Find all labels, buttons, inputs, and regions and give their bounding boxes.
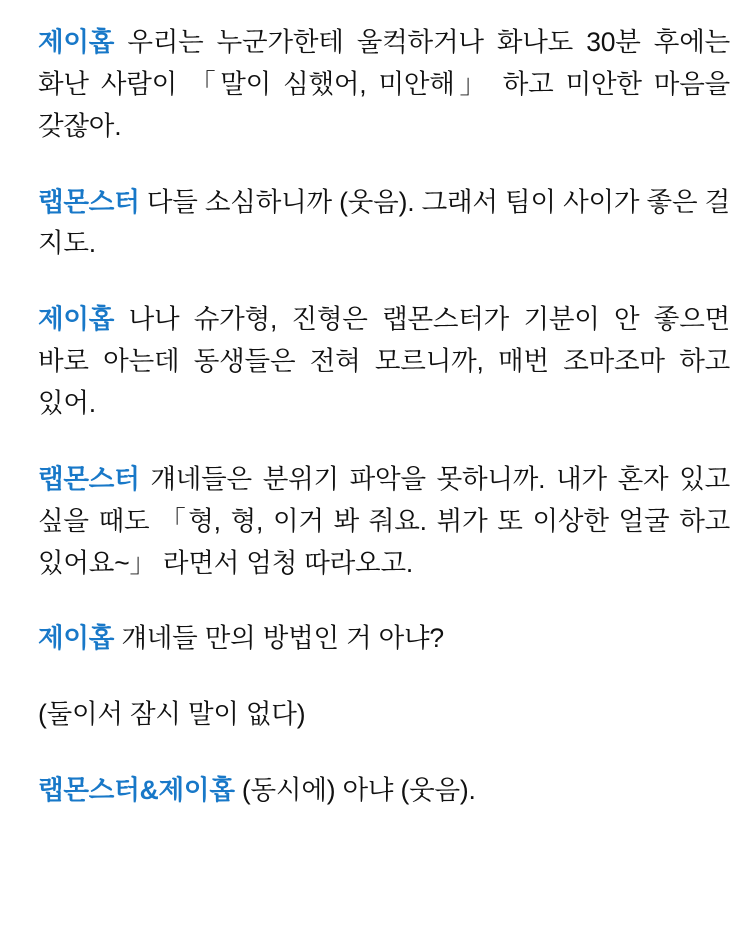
- dialogue-text: 나나 슈가형, 진형은 랩몬스터가 기분이 안 좋으면 바로 아는데 동생들은 전혀 모르니까, 매번 조마조마 하고 있어.: [38, 304, 730, 419]
- narration-paragraph: [38, 694, 730, 736]
- dialogue-paragraph: [38, 459, 730, 585]
- speaker-label: 랩몬스터: [38, 463, 140, 494]
- dialogue-text: 우리는 누군가한테 울컥하거나 화나도 30분 후에는 화난 사람이 「말이 심했어, 미안해」 하고 미안한 마음을 갖잖아.: [38, 27, 730, 141]
- dialogue-text: 걔네들 만의 방법인 거 아냐?: [121, 623, 444, 654]
- dialogue-paragraph: [38, 618, 730, 660]
- speaker-label: 제이홉: [38, 27, 115, 57]
- dialogue-paragraph: [38, 299, 730, 425]
- dialogue-text: 다들 소심하니까 (웃음). 그래서 팀이 사이가 좋은 걸 지도.: [38, 186, 730, 259]
- dialogue-paragraph: [38, 770, 730, 812]
- speaker-label: 랩몬스터&제이홉: [38, 775, 235, 806]
- speaker-label: 제이홉: [38, 304, 115, 335]
- dialogue-text: (동시에) 아냐 (웃음).: [241, 775, 476, 806]
- speaker-label: 제이홉: [38, 623, 115, 654]
- speaker-label: 랩몬스터: [38, 186, 140, 217]
- dialogue-paragraph: [38, 182, 730, 266]
- dialogue-paragraph: [38, 22, 730, 148]
- narration-text: (둘이서 잠시 말이 없다): [38, 699, 306, 730]
- dialogue-text: 걔네들은 분위기 파악을 못하니까. 내가 혼자 있고 싶을 때도 「형, 형, 이거 봐 줘요. 뷔가 또 이상한 얼굴 하고 있어요~」 라면서 엄청 따라오고.: [38, 463, 730, 578]
